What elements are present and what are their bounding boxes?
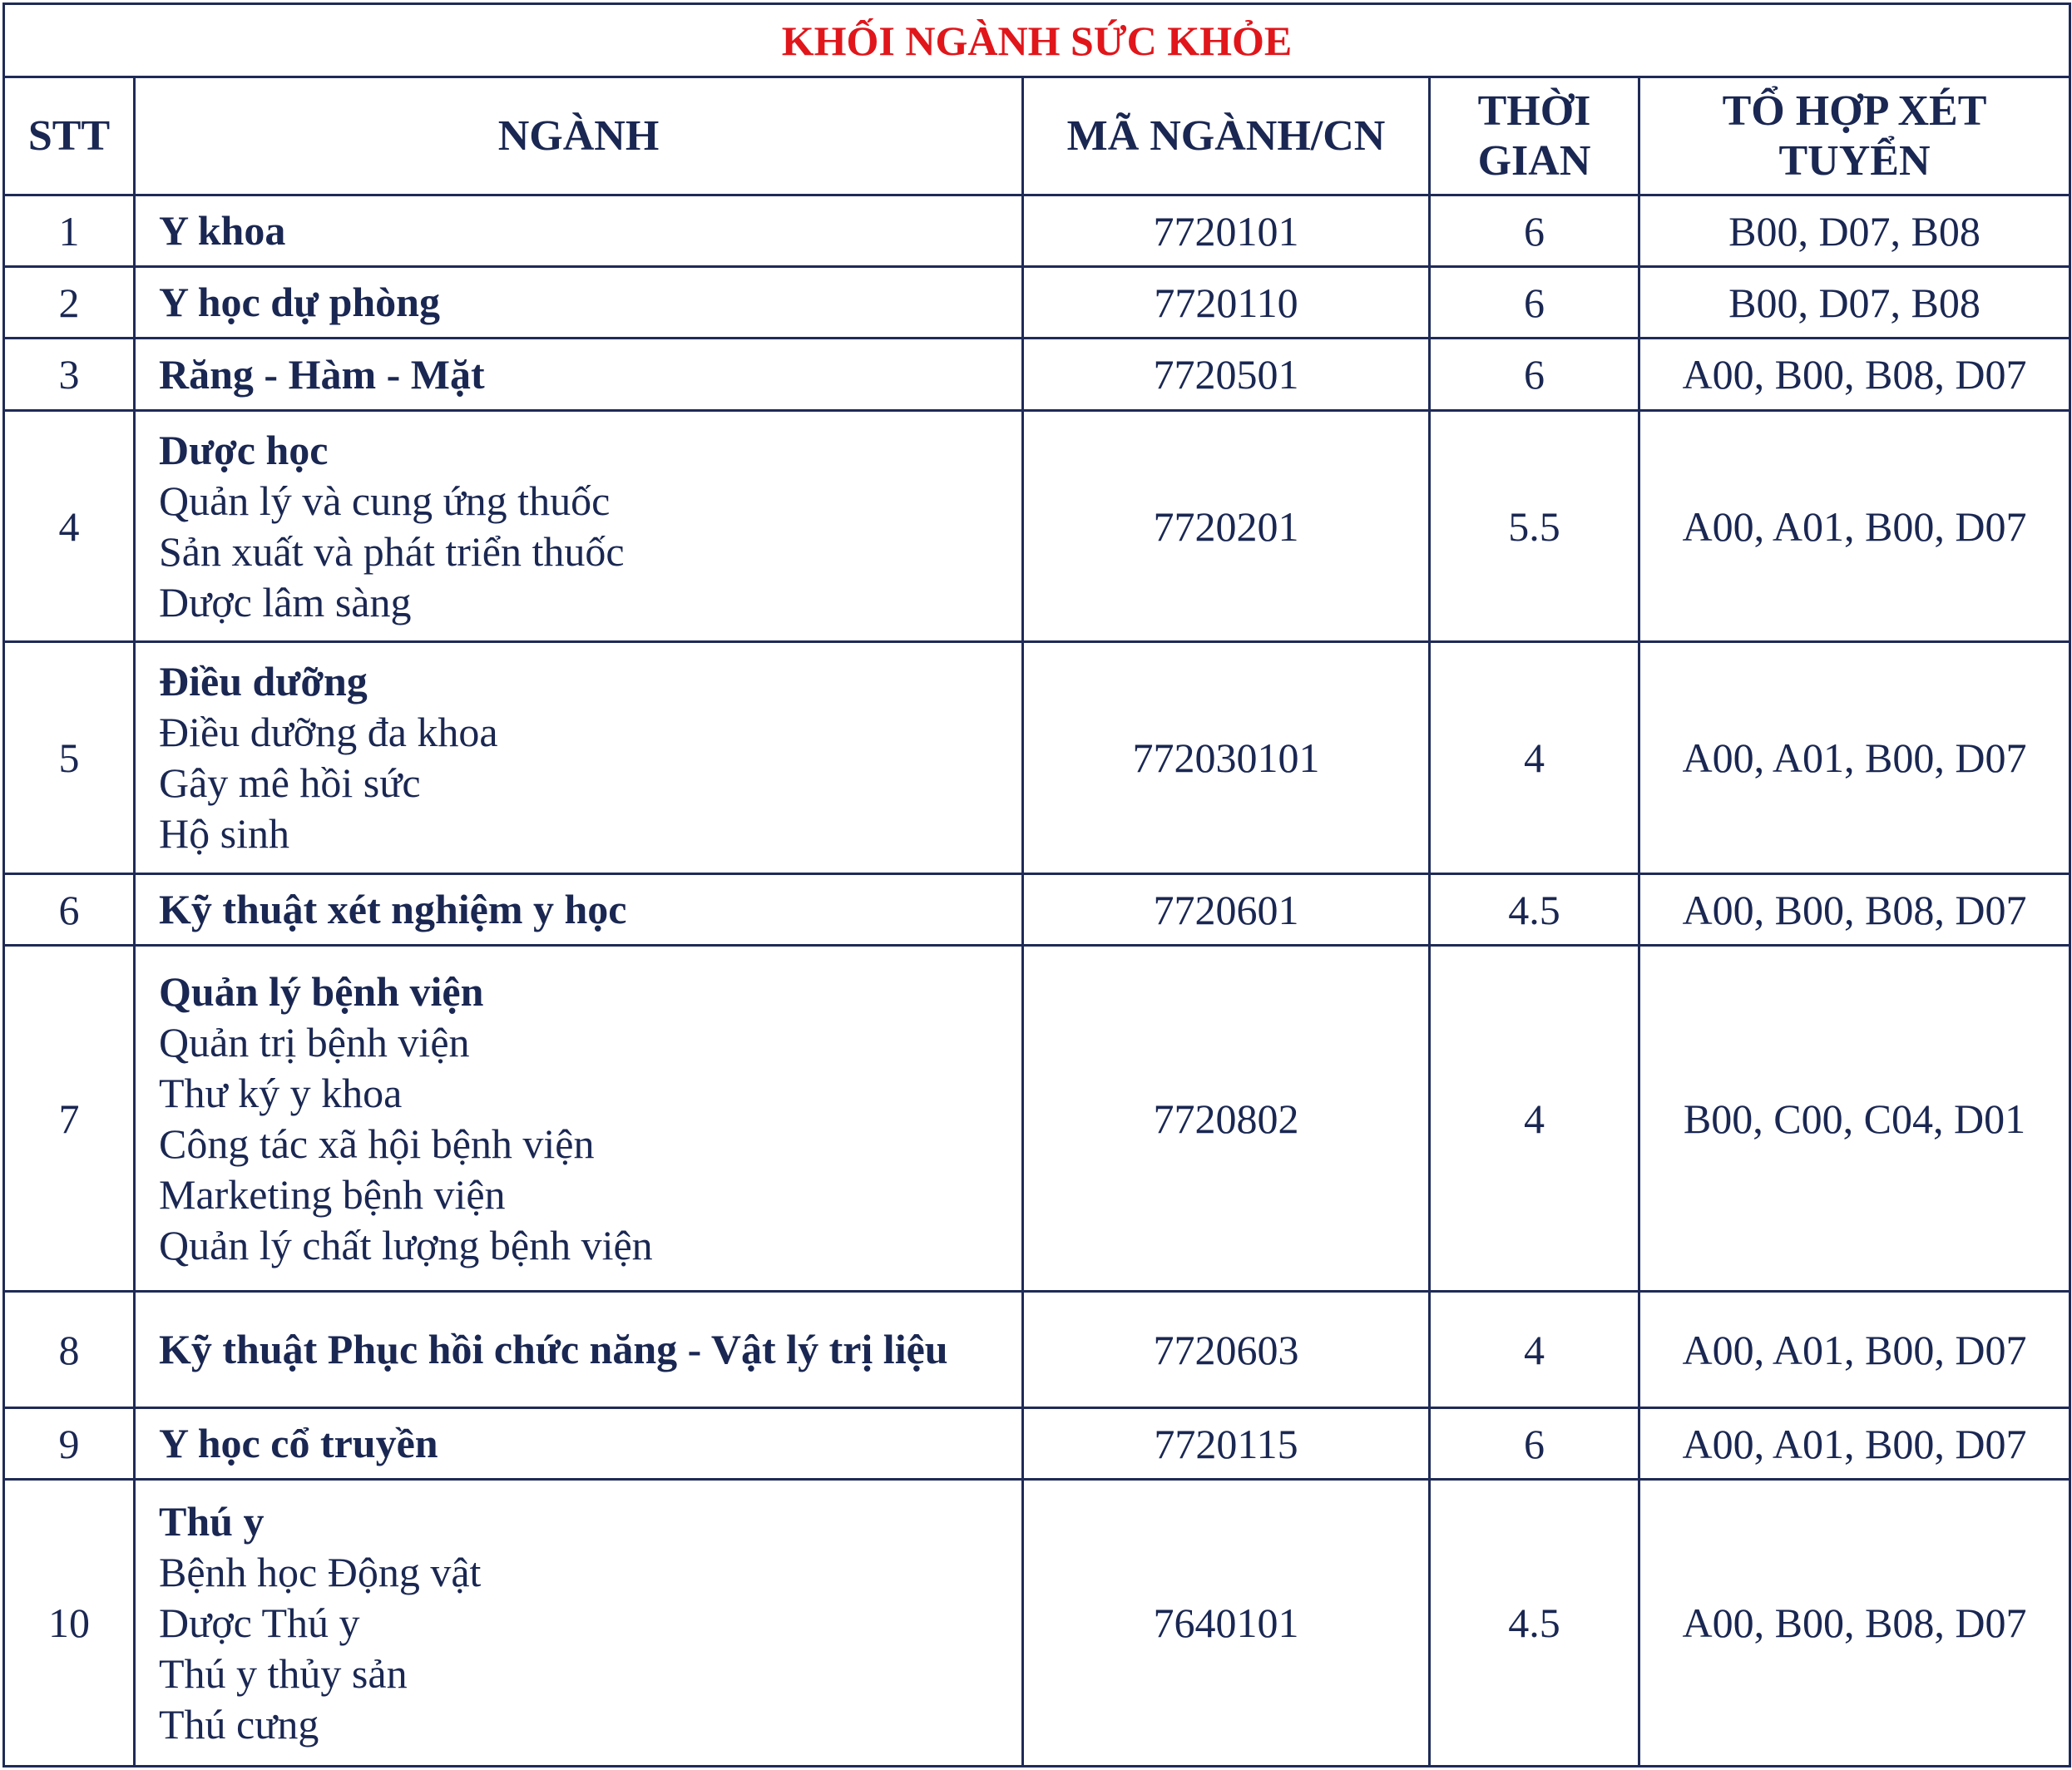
table-row: [4, 410, 2070, 642]
title-row: [4, 4, 2070, 77]
cell-code: 7720115: [1023, 1408, 1430, 1480]
specialization: Công tác xã hội bệnh viện: [159, 1120, 595, 1167]
cell-duration: 6: [1430, 195, 1639, 267]
majors-table: [2, 2, 2071, 1768]
specialization: Marketing bệnh viện: [159, 1170, 506, 1218]
table-row: [4, 1292, 2070, 1408]
header-ma-nganh: MÃ NGÀNH/CN: [1023, 77, 1430, 195]
specialization: Thú y thủy sản: [159, 1649, 408, 1697]
cell-duration: 4.5: [1430, 874, 1639, 946]
cell-combos: B00, C00, C04, D01: [1639, 946, 2070, 1292]
cell-code: 7720601: [1023, 874, 1430, 946]
header-thoi-gian-line2: GIAN: [1477, 136, 1591, 185]
header-to-hop-line2: TUYỂN: [1778, 136, 1931, 185]
cell-combos: A00, A01, B00, D07: [1639, 410, 2070, 642]
specialization: Quản lý và cung ứng thuốc: [159, 477, 611, 524]
table-row: [4, 1480, 2070, 1767]
cell-major: [135, 410, 1023, 642]
header-row: [4, 77, 2070, 195]
major-name: Răng - Hàm - Mặt: [159, 350, 485, 398]
cell-stt: 6: [4, 874, 135, 946]
cell-stt: 3: [4, 339, 135, 410]
cell-duration: 5.5: [1430, 410, 1639, 642]
cell-combos: A00, A01, B00, D07: [1639, 1408, 2070, 1480]
specialization: Gây mê hồi sức: [159, 759, 421, 807]
major-name: Y học dự phòng: [159, 279, 440, 326]
table-title: KHỐI NGÀNH SỨC KHỎE: [4, 4, 2070, 77]
header-thoi-gian-line1: THỜI: [1477, 87, 1591, 135]
major-name: Y khoa: [159, 207, 286, 255]
cell-code: 7720501: [1023, 339, 1430, 410]
specialization: Thú cưng: [159, 1700, 319, 1748]
header-thoi-gian: [1430, 77, 1639, 195]
cell-major: [135, 946, 1023, 1292]
specialization: Thư ký y khoa: [159, 1069, 403, 1116]
cell-combos: A00, B00, B08, D07: [1639, 1480, 2070, 1767]
cell-combos: B00, D07, B08: [1639, 267, 2070, 339]
major-name: Kỹ thuật xét nghiệm y học: [159, 886, 627, 933]
specialization: Điều dưỡng đa khoa: [159, 709, 498, 756]
specialization: Dược Thú y: [159, 1599, 360, 1646]
specialization: Hộ sinh: [159, 810, 289, 858]
cell-duration: 6: [1430, 267, 1639, 339]
cell-duration: 6: [1430, 339, 1639, 410]
specialization: Dược lâm sàng: [159, 578, 412, 625]
cell-duration: 4: [1430, 946, 1639, 1292]
table-row: [4, 267, 2070, 339]
cell-major: [135, 195, 1023, 267]
table-row: [4, 1408, 2070, 1480]
cell-stt: 8: [4, 1292, 135, 1408]
cell-major: [135, 1480, 1023, 1767]
cell-code: 772030101: [1023, 642, 1430, 874]
cell-major: [135, 339, 1023, 410]
major-name: Điều dưỡng: [159, 658, 368, 705]
cell-stt: 2: [4, 267, 135, 339]
cell-duration: 4: [1430, 642, 1639, 874]
table-row: [4, 195, 2070, 267]
cell-stt: 7: [4, 946, 135, 1292]
specialization: Sản xuất và phát triển thuốc: [159, 527, 625, 575]
cell-combos: A00, B00, B08, D07: [1639, 339, 2070, 410]
major-name: Y học cổ truyền: [159, 1420, 438, 1467]
cell-major: [135, 267, 1023, 339]
cell-major: [135, 642, 1023, 874]
major-name: Kỹ thuật Phục hồi chức năng - Vật lý trị liệu: [159, 1326, 948, 1373]
cell-duration: 4.5: [1430, 1480, 1639, 1767]
cell-code: 7720802: [1023, 946, 1430, 1292]
specialization: Quản trị bệnh viện: [159, 1018, 470, 1065]
cell-stt: 1: [4, 195, 135, 267]
header-stt: STT: [4, 77, 135, 195]
cell-code: 7720201: [1023, 410, 1430, 642]
major-name: Quản lý bệnh viện: [159, 967, 484, 1015]
cell-combos: A00, B00, B08, D07: [1639, 874, 2070, 946]
cell-duration: 4: [1430, 1292, 1639, 1408]
cell-code: 7640101: [1023, 1480, 1430, 1767]
major-name: Dược học: [159, 426, 329, 473]
cell-code: 7720101: [1023, 195, 1430, 267]
cell-stt: 4: [4, 410, 135, 642]
table-body: [4, 195, 2070, 1767]
cell-stt: 10: [4, 1480, 135, 1767]
table-row: [4, 874, 2070, 946]
cell-major: [135, 1408, 1023, 1480]
cell-major: [135, 874, 1023, 946]
major-name: Thú y: [159, 1497, 265, 1545]
cell-code: 7720603: [1023, 1292, 1430, 1408]
header-nganh: NGÀNH: [135, 77, 1023, 195]
table-row: [4, 339, 2070, 410]
table-row: [4, 642, 2070, 874]
cell-duration: 6: [1430, 1408, 1639, 1480]
header-to-hop: [1639, 77, 2070, 195]
cell-code: 7720110: [1023, 267, 1430, 339]
cell-combos: A00, A01, B00, D07: [1639, 642, 2070, 874]
cell-combos: B00, D07, B08: [1639, 195, 2070, 267]
cell-stt: 9: [4, 1408, 135, 1480]
specialization: Bệnh học Động vật: [159, 1548, 482, 1595]
cell-stt: 5: [4, 642, 135, 874]
table-row: [4, 946, 2070, 1292]
header-to-hop-line1: TỔ HỢP XÉT: [1722, 87, 1987, 135]
cell-major: [135, 1292, 1023, 1408]
cell-combos: A00, A01, B00, D07: [1639, 1292, 2070, 1408]
specialization: Quản lý chất lượng bệnh viện: [159, 1221, 653, 1268]
